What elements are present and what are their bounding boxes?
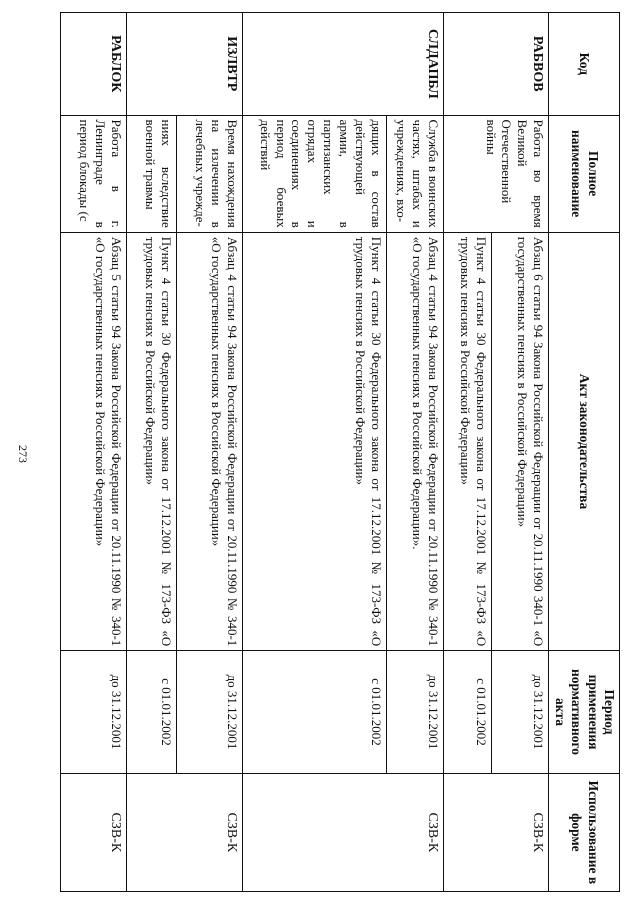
row-period: до 31.12.2001 bbox=[386, 651, 443, 773]
table-row bbox=[386, 13, 443, 892]
row-name: Работа во время Великой Отечественной войны bbox=[444, 115, 549, 232]
row-act: Пункт 4 статьи 30 Федерального закона от 17.12.2001 № 173-ФЗ «О трудовых пенсиях в Российской Федерации» bbox=[444, 232, 492, 651]
header-act: Акт законодательства bbox=[549, 232, 620, 651]
row-name: Служба в воинских частях, штабах и учреждениях, вхо- bbox=[386, 115, 443, 232]
row-form: СЗВ-К bbox=[61, 773, 127, 891]
table-row bbox=[61, 13, 127, 892]
header-form: Использование в форме bbox=[549, 773, 620, 891]
table-row bbox=[242, 13, 386, 892]
header-name: Полное наименование bbox=[549, 115, 620, 232]
landscape-sheet bbox=[60, 12, 620, 892]
table-row bbox=[176, 13, 242, 892]
row-period: до 31.12.2001 bbox=[61, 651, 127, 773]
table-row bbox=[492, 13, 549, 892]
row-period: до 31.12.2001 bbox=[176, 651, 242, 773]
row-period: с 01.01.2002 bbox=[242, 651, 386, 773]
row-act: Абзац 4 статьи 94 Закона Российской Федерации от 20.11.1990 № 340-1 «О государственных пенсиях в Российской Федерации» bbox=[176, 232, 242, 651]
row-period: с 01.01.2002 bbox=[444, 651, 492, 773]
table-row bbox=[126, 13, 176, 892]
row-code: РАБЛОК bbox=[61, 13, 127, 116]
row-name-continued: дящих в состав действующей армии, в партизанских отрядах и соединениях в период боевых действий bbox=[242, 115, 386, 232]
row-form: СЗВ-К bbox=[126, 773, 242, 891]
row-name: Работа в г. Ленинграде в период блокады (с bbox=[61, 115, 127, 232]
header-code: Код bbox=[549, 13, 620, 116]
row-form: СЗВ-К bbox=[242, 773, 444, 891]
row-code: СЛДАПБЛ bbox=[242, 13, 444, 116]
row-act: Абзац 4 статьи 94 Закона Российской Федерации от 20.11.1990 № 340-1 «О государственных пенсиях в Российской Федерации». bbox=[386, 232, 443, 651]
row-act: Абзац 6 статьи 94 Закона Российской Федерации от 20.11.1990 340-1 «О государственных пенсиях в Российской Федерации» bbox=[492, 232, 549, 651]
row-name-continued: ниях вследствие военной травмы bbox=[126, 115, 176, 232]
page-number: 273 bbox=[16, 445, 30, 463]
legislation-table bbox=[60, 12, 620, 892]
row-act: Пункт 4 статьи 30 Федерального закона от 17.12.2001 № 173-ФЗ «О трудовых пенсиях в Российской Федерации» bbox=[242, 232, 386, 651]
row-act: Пункт 4 статьи 30 Федерального закона от 17.12.2001 № 173-ФЗ «О трудовых пенсиях в Российской Федерации» bbox=[126, 232, 176, 651]
row-code: РАБВОВ bbox=[444, 13, 549, 116]
row-name: Время нахождения на излечении в лечебных учрежде- bbox=[176, 115, 242, 232]
row-code: ИЗЛВТР bbox=[126, 13, 242, 116]
row-period: с 01.01.2002 bbox=[126, 651, 176, 773]
row-period: до 31.12.2001 bbox=[492, 651, 549, 773]
table-header-row bbox=[549, 13, 620, 892]
header-period: Период применения нормативного акта bbox=[549, 651, 620, 773]
row-act: Абзац 5 статьи 94 Закона Российской Федерации от 20.11.1990 № 340-1 «О государственных пенсиях в Российской Федерации» bbox=[61, 232, 127, 651]
row-form: СЗВ-К bbox=[444, 773, 549, 891]
